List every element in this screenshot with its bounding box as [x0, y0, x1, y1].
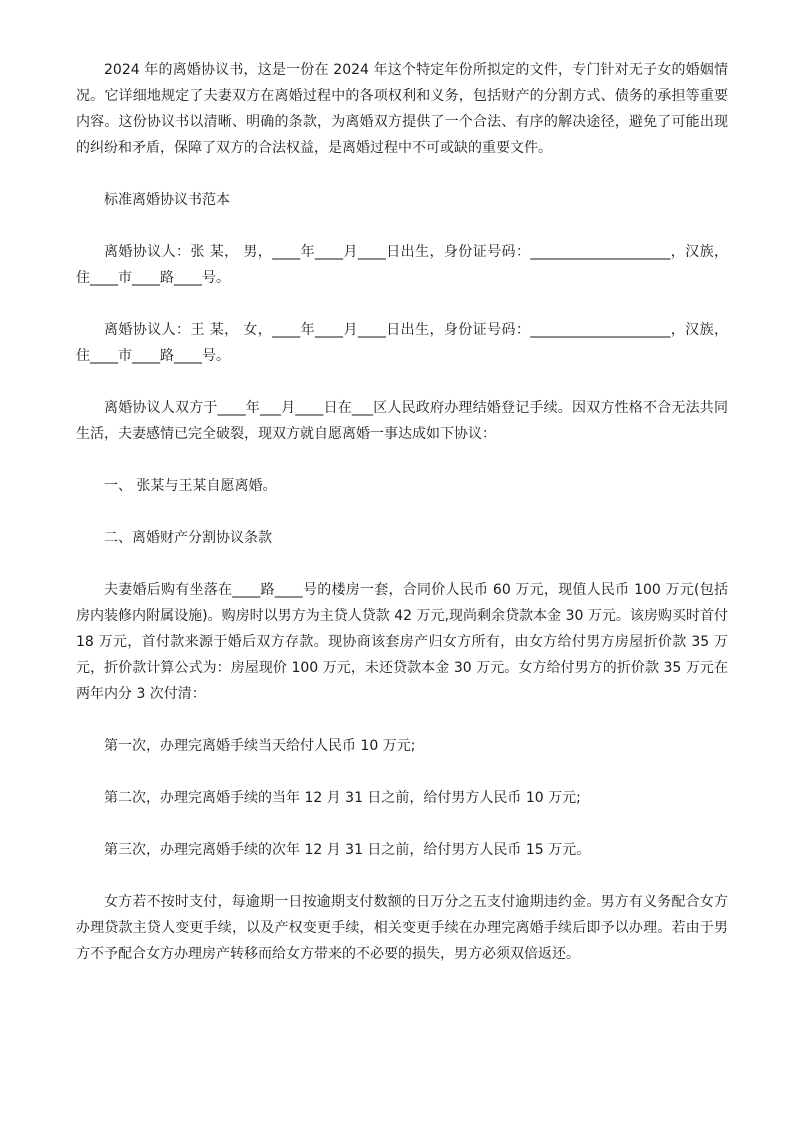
intro-paragraph: 2024 年的离婚协议书，这是一份在 2024 年这个特定年份所拟定的文件，专门针对无子女的婚姻情况。它详细地规定了夫妻双方在离婚过程中的各项权利和义务，包括财产的分割方式、债务的承担等重要内容。这份协议书以清晰、明确的条款，为离婚双方提供了一个合法、有序的解决途径，避免了可能出现的纠纷和矛盾，保障了双方的合法权益，是离婚过程中不可或缺的重要文件。: [76, 62, 728, 156]
spacer: [76, 447, 728, 473]
clause-1-heading: 一、 张某与王某自愿离婚。: [104, 478, 277, 494]
document-page: [76, 57, 728, 1117]
spacer: [76, 161, 728, 187]
spacer: [76, 369, 728, 395]
payment-1-paragraph: 第一次，办理完离婚手续当天给付人民币 10 万元;: [104, 738, 416, 754]
spacer: [76, 291, 728, 317]
property-paragraph: 夫妻婚后购有坐落在____路____号的楼房一套，合同价人民币 60 万元，现值人民币 100 万元(包括房内装修内附属设施)。购房时以男方为主贷人贷款 42 万元,现尚剩余贷款本金 30 万元。该房购买时首付 18 万元，首付款来源于婚后双方存款。现协商该套房产归女方所有，由女方给付男方房屋折价款 35 万元，折价款计算公式为：房屋现价 100 万元，未还贷款本金 30 万元。女方给付男方的折价款 35 万元在两年内分 3 次付清：: [76, 582, 728, 702]
spacer: [76, 759, 728, 785]
spacer: [76, 707, 728, 733]
party-1-paragraph: 离婚协议人：张 某， 男，____年____月____日出生，身份证号码：____________________，汉族，住____市____路____号。: [76, 244, 728, 286]
spacer: [76, 551, 728, 577]
spacer: [76, 863, 728, 889]
party-2-paragraph: 离婚协议人：王 某， 女，____年____月____日出生，身份证号码：____________________，汉族，住____市____路____号。: [76, 322, 728, 364]
penalty-paragraph: 女方若不按时支付，每逾期一日按逾期支付数额的日万分之五支付逾期违约金。男方有义务配合女方办理贷款主贷人变更手续，以及产权变更手续，相关变更手续在办理完离婚手续后即予以办理。若由于男方不予配合女方办理房产转移而给女方带来的不必要的损失，男方必须双倍返还。: [76, 894, 728, 962]
payment-3-paragraph: 第三次，办理完离婚手续的次年 12 月 31 日之前，给付男方人民币 15 万元。: [104, 842, 591, 858]
spacer: [76, 213, 728, 239]
spacer: [76, 811, 728, 837]
payment-2-paragraph: 第二次，办理完离婚手续的当年 12 月 31 日之前，给付男方人民币 10 万元;: [104, 790, 581, 806]
document-title: 标准离婚协议书范本: [104, 192, 230, 208]
clause-2-heading: 二、离婚财产分割协议条款: [104, 530, 272, 546]
spacer: [76, 499, 728, 525]
preamble-paragraph: 离婚协议人双方于____年___月____日在___区人民政府办理结婚登记手续。因双方性格不合无法共同生活，夫妻感情已完全破裂，现双方就自愿离婚一事达成如下协议：: [76, 400, 728, 442]
